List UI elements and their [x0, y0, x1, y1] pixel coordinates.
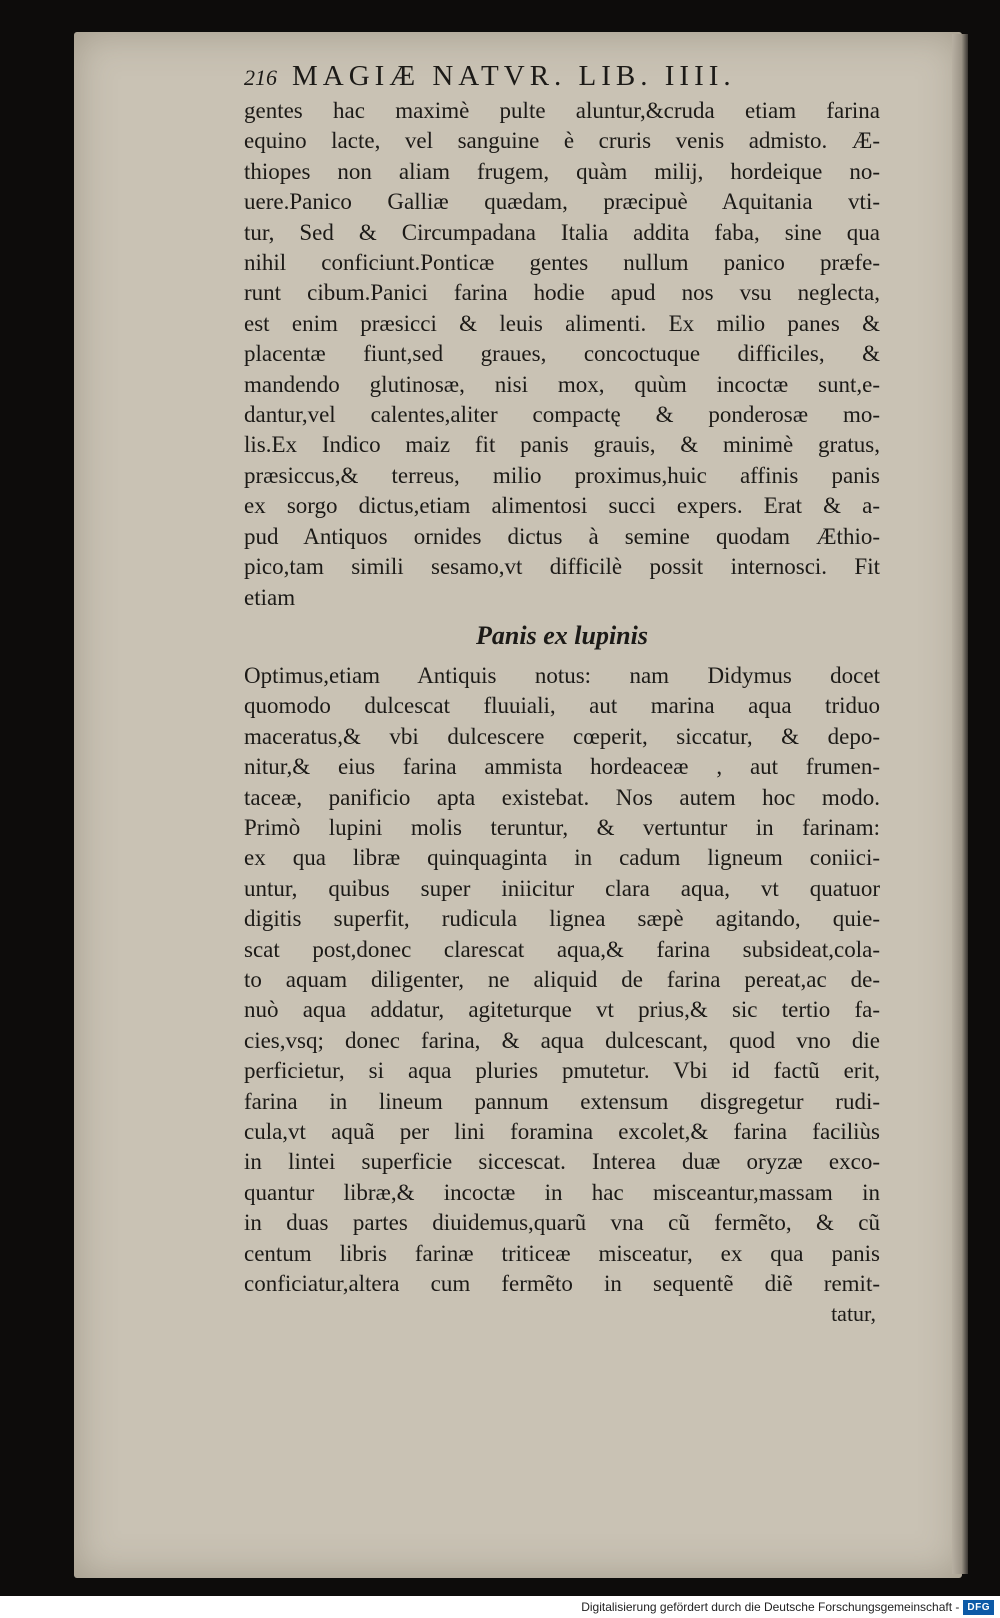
catchword: tatur,: [831, 1301, 876, 1327]
text-line: pud Antiquos ornides dictus à semine quodam Æthio-: [244, 523, 880, 549]
text-line: nitur,& eius farina ammista hordeaceæ , aut frumen-: [244, 754, 880, 780]
digitization-footer: [0, 1596, 1000, 1618]
text-line: Optimus,etiam Antiquis notus: nam Didymus docet: [244, 662, 880, 688]
text-line: dantur,vel calentes,aliter compactę & ponderosæ mo-: [244, 402, 880, 428]
text-line: cies,vsq; donec farina, & aqua dulcescant, quod vno die: [244, 1027, 880, 1053]
running-title: MAGIÆ NATVR. LIB. IIII.: [292, 60, 736, 92]
text-line: runt cibum.Panici farina hodie apud nos vsu neglecta,: [244, 280, 880, 306]
dfg-logo-icon: DFG: [963, 1600, 994, 1615]
text-line: nuò aqua addatur, agiteturque vt prius,& sic tertio fa-: [244, 997, 880, 1023]
page-number: 216: [244, 65, 277, 90]
text-line: lis.Ex Indico maiz fit panis grauis, & minimè gratus,: [244, 432, 880, 458]
text-line: quomodo dulcescat fluuiali, aut marina aqua triduo: [244, 693, 880, 719]
text-line: conficiatur,altera cum fermẽto in sequentẽ diẽ remit-: [244, 1271, 880, 1297]
text-line: ex sorgo dictus,etiam alimentosi succi expers. Erat & a-: [244, 493, 880, 519]
text-line: nihil conficiunt.Ponticæ gentes nullum panico præfe-: [244, 250, 880, 276]
text-line: pico,tam simili sesamo,vt difficilè possit internosci. Fit: [244, 554, 880, 580]
text-line: mandendo glutinosæ, nisi mox, quùm incoctæ sunt,e-: [244, 371, 880, 397]
text-line: Primò lupini molis teruntur, & vertuntur in farinam:: [244, 814, 880, 840]
text-line: farina in lineum pannum extensum disgregetur rudi-: [244, 1088, 880, 1114]
page-edge: [952, 34, 968, 1574]
text-line: taceæ, panificio apta existebat. Nos autem hoc modo.: [244, 784, 880, 810]
text-line: uere.Panico Galliæ quædam, præcipuè Aquitania vti-: [244, 189, 880, 215]
text-line: untur, quibus super iniicitur clara aqua, vt quatuor: [244, 875, 880, 901]
text-line: præsiccus,& terreus, milio proximus,huic affinis panis: [244, 462, 880, 488]
footer-credit: Digitalisierung gefördert durch die Deutsche Forschungsgemeinschaft -: [581, 1600, 960, 1614]
section-heading: Panis ex lupinis: [476, 620, 648, 650]
text-line: quantur libræ,& incoctæ in hac misceantur,massam in: [244, 1179, 880, 1205]
text-line: thiopes non aliam frugem, quàm milij, hordeique no-: [244, 158, 880, 184]
paragraph-2: [244, 661, 880, 1300]
text-line: to aquam diligenter, ne aliquid de farina pereat,ac de-: [244, 966, 880, 992]
text-line: est enim præsicci & leuis alimenti. Ex milio panes &: [244, 310, 880, 336]
text-line: in duas partes diuidemus,quarũ vna cũ fermẽto, & cũ: [244, 1210, 880, 1236]
text-line: cula,vt aquã per lini foramina excolet,& farina faciliùs: [244, 1119, 880, 1144]
text-line: equino lacte, vel sanguine è cruris venis admisto. Æ-: [244, 128, 880, 154]
text-block: [244, 58, 880, 1329]
text-line: maceratus,& vbi dulcescere cœperit, siccatur, & depo-: [244, 723, 880, 749]
text-line: ex qua libræ quinquaginta in cadum ligneum coniici-: [244, 845, 880, 871]
text-line: etiam: [244, 584, 296, 610]
text-line: perficietur, si aqua pluries pmutetur. Vbi id factũ erit,: [244, 1058, 880, 1084]
text-line: scat post,donec clarescat aqua,& farina subsideat,cola-: [244, 936, 880, 962]
text-line: placentæ fiunt,sed graues, concoctuque difficiles, &: [244, 341, 880, 367]
text-line: tur, Sed & Circumpadana Italia addita faba, sine qua: [244, 219, 880, 245]
page-header: [244, 58, 880, 96]
text-line: in lintei superficie siccescat. Interea duæ oryzæ exco-: [244, 1149, 880, 1175]
text-line: digitis superfit, rudicula lignea sæpè agitando, quie-: [244, 906, 880, 932]
text-line: gentes hac maximè pulte aluntur,&cruda etiam farina: [244, 98, 880, 123]
text-line: centum libris farinæ triticeæ misceatur, ex qua panis: [244, 1240, 880, 1266]
paragraph-1: [244, 96, 880, 613]
